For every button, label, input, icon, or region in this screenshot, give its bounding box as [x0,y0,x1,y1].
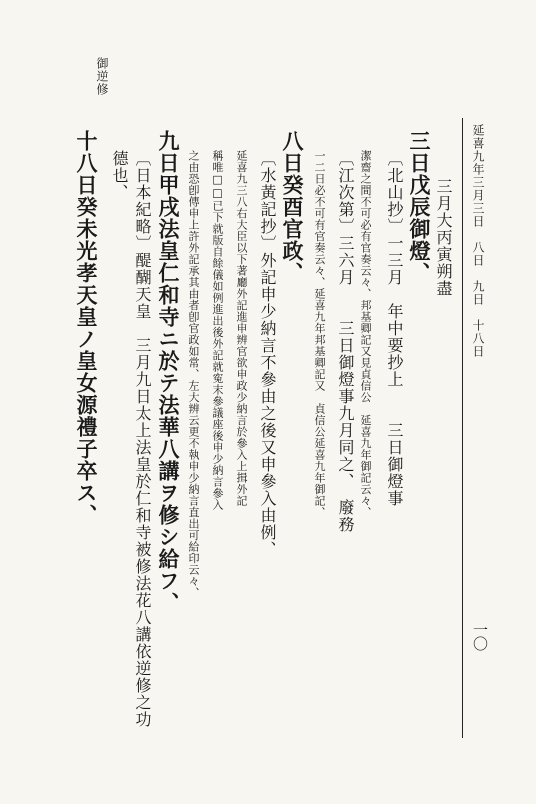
source-line: 〔日本紀略〕醍醐天皇 三月九日太上法皇於仁和寺被修法花八講依逆修之功 [133,150,152,728]
text-line: 一二日必不可有官奏云々、延喜九年邦基卿記又 貞信公延喜九年御記、 [313,150,326,518]
date-header: 延喜九年三月三日 八日 九日 十八日 [471,124,485,358]
text-line: 延喜九三八右大臣以下著廳外記進申辨官欲申政少納言於參入上揖外記 [235,150,248,507]
text-line: 德也、 [110,150,129,201]
text-line: 之由恐卽傳申上許外記承其由者卽官政如常、左大辨云更不執申少納言直出可給印云々、 [187,150,200,599]
page-number: 一〇 [471,622,489,650]
entry-day-18: 十八日癸未光孝天皇ノ皇女源禮子卒ス、 [74,130,99,526]
entry-day-3: 三日戊辰御燈、 [407,130,432,284]
month-heading: 三月大丙寅朔盡 [434,178,453,297]
source-line: 〔江次第〕三六月 三日御燈事九月同之、 廢務 [336,150,355,533]
text-line: 稱唯□□已下就版自餘儀如例進出後外記就寃末參議座後申少納言參入 [211,150,224,511]
entry-day-8: 八日癸酉官政、 [280,130,305,284]
header-rule [462,118,463,738]
running-head: 御逆修 [95,57,109,96]
text-line: 潔齋之間不可必有官奏云々、邦基卿記又見貞信公 延喜九年御記云々、 [359,150,372,518]
source-line: 〔北山抄〕一三月 年中要抄上 三日御燈事 [385,150,404,507]
entry-day-9: 九日甲戌法皇仁和寺ニ於テ法華八講ヲ修シ給フ、 [156,130,181,614]
source-line: 〔水黃記抄〕外記申少納言不參由之後又申參入由例、 [258,150,277,558]
